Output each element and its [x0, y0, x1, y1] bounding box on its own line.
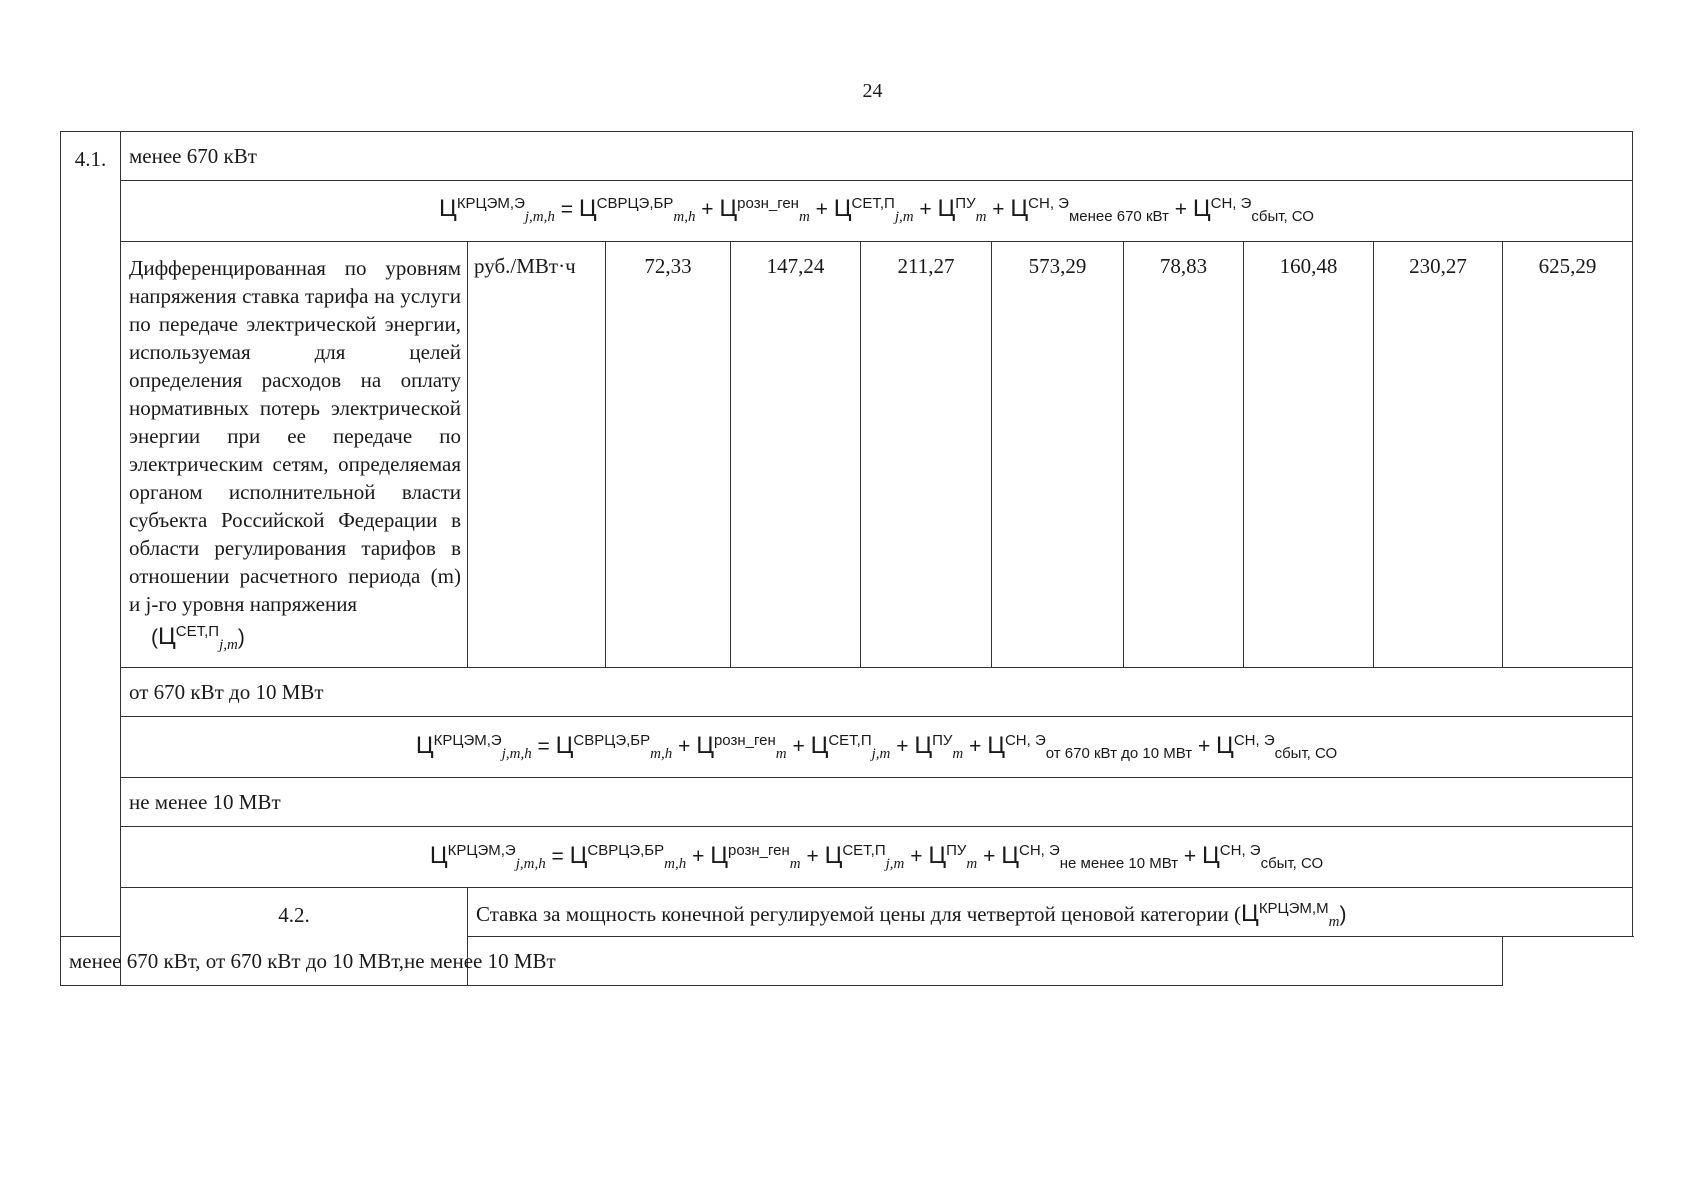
- label-not-less-10mw: не менее 10 МВт: [121, 778, 1633, 827]
- section-number-4-2: 4.2.: [121, 888, 468, 986]
- row-formula-1: [61, 181, 1633, 242]
- formula-not-less-10mw: $Ц^{КРЦЭМ,Э}_{j,m,h} = Ц^{СВРЦЭ,БР}_{m,h} + Ц^{розн\_ген}_m + Ц^{СЕТ,П}_{j,m} + Ц^{ПУ}_m + Ц^{СН, Э}_{не менее 10 МВт} + Ц^{СН, Э}_{сбыт, СО}$: [121, 827, 1633, 888]
- label-capacity-rate: Ставка за мощность конечной регулируемой цены для четвертой ценовой категории $(Ц^{КРЦЭМ,М}_m)$: [468, 888, 1633, 937]
- rate-symbol: $(Ц^{СЕТ,П}_{j,m})$: [151, 623, 245, 654]
- row-rate-values: [61, 242, 1633, 668]
- label-670kw-to-10mw: от 670 кВт до 10 МВт: [121, 668, 1633, 717]
- value-cell: 72,33: [606, 242, 731, 668]
- value-cell: 573,29: [992, 242, 1124, 668]
- label-capacity-ranges: менее 670 кВт, от 670 кВт до 10 МВт,не менее 10 МВт: [61, 937, 1503, 986]
- capacity-rate-symbol: $Ц^{КРЦЭМ,М}_m$): [1241, 900, 1347, 931]
- unit-cell: руб./МВт·ч: [468, 242, 606, 668]
- row-formula-3: [61, 827, 1633, 888]
- row-formula-2: [61, 717, 1633, 778]
- section-number-4-1: 4.1.: [61, 132, 121, 937]
- value-cell: 230,27: [1374, 242, 1503, 668]
- rate-description: Дифференцированная по уровням напряжения ставка тарифа на услуги по передаче электрической энергии, используемая для целей определения расходов на оплату нормативных потерь электрической энергии при ее передаче по электрическим сетям, определяемая органом исполнительной власти субъекта Российской Федерации в области регулирования тарифов в отношении расчетного периода (m) и j-го уровня напряжения $(Ц^{СЕТ,П}_{j,m})$: [121, 242, 468, 668]
- row-section-4-1-label: [61, 132, 1633, 181]
- label-less-670kw: менее 670 кВт: [121, 132, 1633, 181]
- tariff-table: [60, 131, 1633, 986]
- formula-670kw-to-10mw: $Ц^{КРЦЭМ,Э}_{j,m,h} = Ц^{СВРЦЭ,БР}_{m,h} + Ц^{розн\_ген}_m + Ц^{СЕТ,П}_{j,m} + Ц^{ПУ}_m + Ц^{СН, Э}_{от 670 кВт до 10 МВт} + Ц^{СН, Э}_{сбыт, СО}$: [121, 717, 1633, 778]
- row-label-not-less-10mw: [61, 778, 1633, 827]
- row-label-670kw-10mw: [61, 668, 1633, 717]
- value-cell: 147,24: [731, 242, 861, 668]
- value-cell: 211,27: [861, 242, 992, 668]
- row-section-4-2-ranges: [61, 937, 1633, 986]
- page-number: 24: [862, 80, 883, 102]
- formula-less-670kw: $Ц^{КРЦЭМ,Э}_{j,m,h} = Ц^{СВРЦЭ,БР}_{m,h} + Ц^{розн\_ген}_m + Ц^{СЕТ,П}_{j,m} + Ц^{ПУ}_m + Ц^{СН, Э}_{менее 670 кВт} + Ц^{СН, Э}_{сбыт, СО}$: [121, 181, 1633, 242]
- value-cell: 78,83: [1124, 242, 1244, 668]
- row-section-4-2-label: [61, 888, 1633, 937]
- value-cell: 625,29: [1503, 242, 1633, 668]
- value-cell: 160,48: [1244, 242, 1374, 668]
